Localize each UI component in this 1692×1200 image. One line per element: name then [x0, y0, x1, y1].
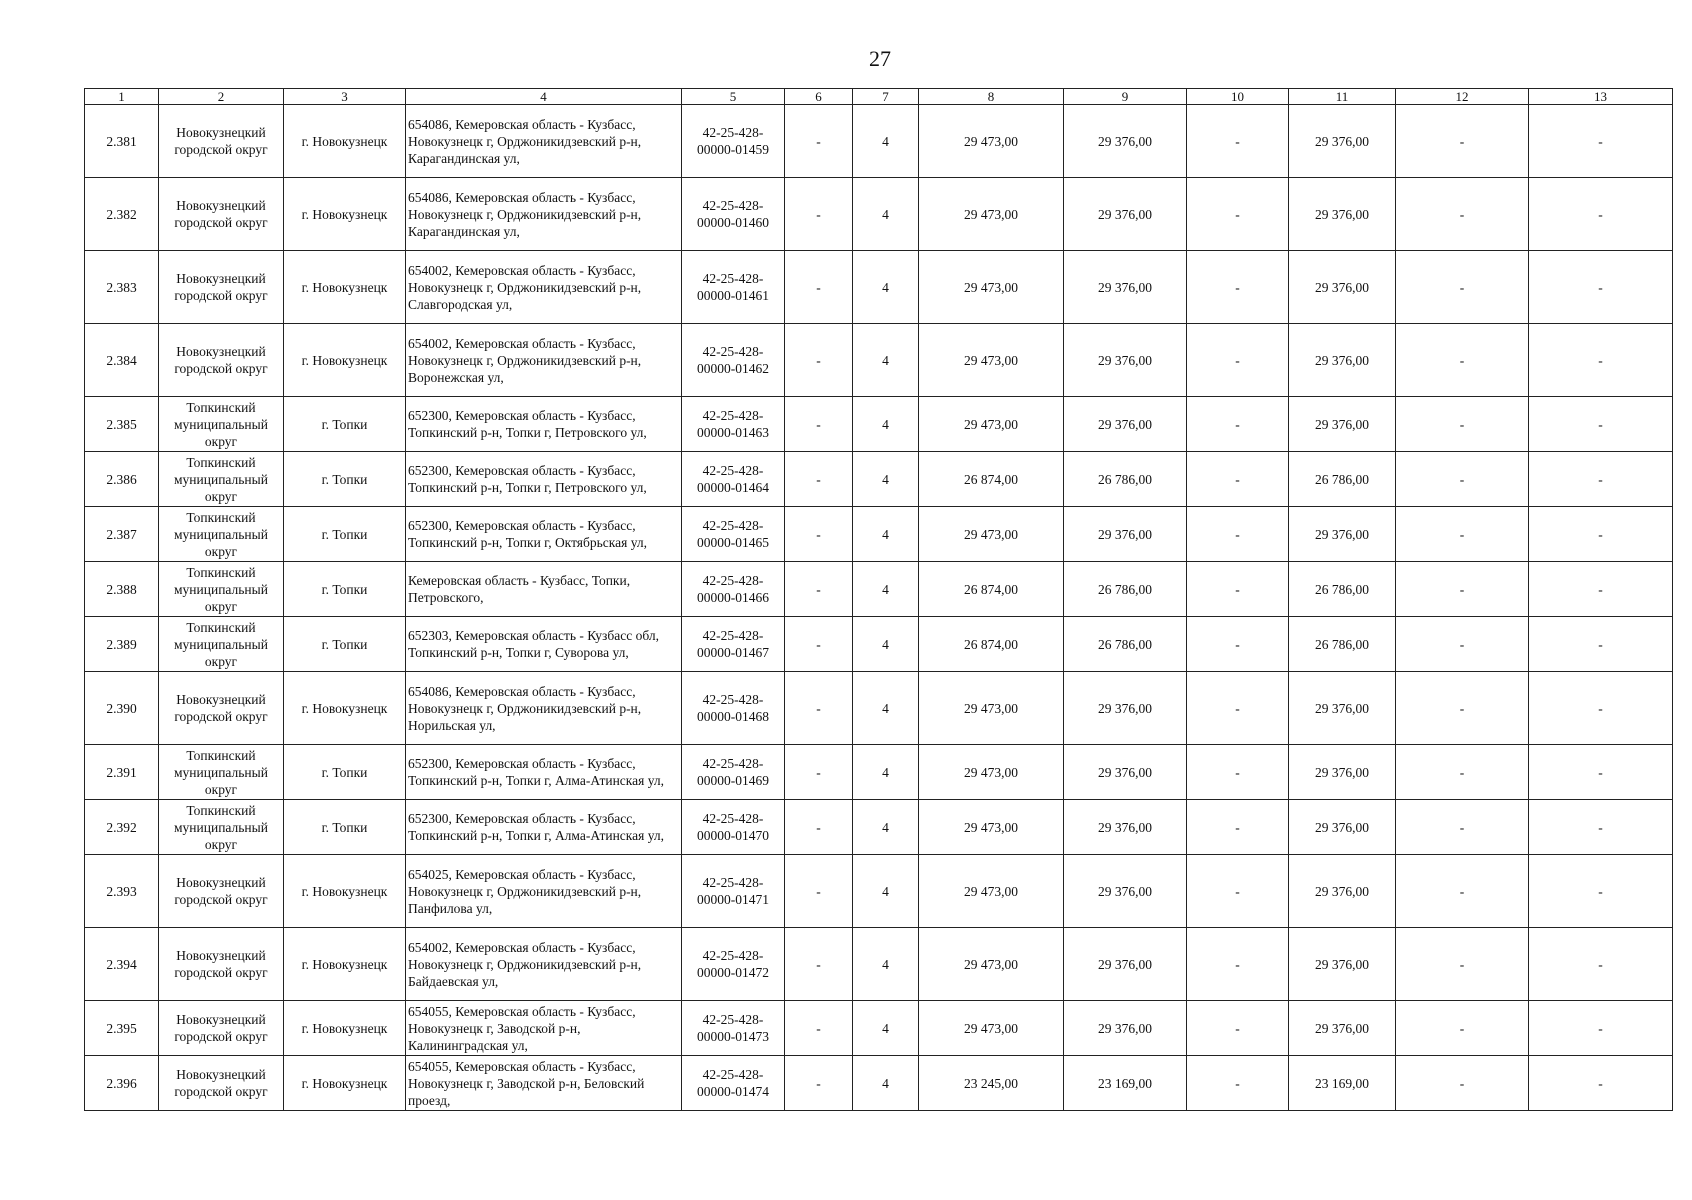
- col9-cell: 29 376,00: [1064, 672, 1187, 745]
- col8-cell: 29 473,00: [919, 1001, 1064, 1056]
- col9-cell: 23 169,00: [1064, 1056, 1187, 1111]
- address-cell: 654055, Кемеровская область - Кузбасс, Новокузнецк г, Заводской р-н, Беловский проезд,: [406, 1056, 682, 1111]
- col11-cell: 29 376,00: [1289, 507, 1396, 562]
- table-row: [85, 1056, 1673, 1111]
- col8-cell: 29 473,00: [919, 397, 1064, 452]
- row-number: 2.395: [85, 1001, 159, 1056]
- col6-cell: -: [785, 507, 853, 562]
- col10-cell: -: [1187, 800, 1289, 855]
- address-cell: 654086, Кемеровская область - Кузбасс, Новокузнецк г, Орджоникидзевский р-н, Карагандинская ул,: [406, 105, 682, 178]
- col6-cell: -: [785, 178, 853, 251]
- district-cell: Топкинский муниципальный округ: [159, 562, 284, 617]
- col10-cell: -: [1187, 397, 1289, 452]
- table-row: [85, 324, 1673, 397]
- table-row: [85, 800, 1673, 855]
- page-number: 27: [869, 46, 891, 71]
- table-row: [85, 745, 1673, 800]
- col9-cell: 29 376,00: [1064, 928, 1187, 1001]
- locality-cell: г. Топки: [284, 397, 406, 452]
- code-cell: 42-25-428-00000-01472: [682, 928, 785, 1001]
- col12-cell: -: [1396, 672, 1529, 745]
- column-header-13: 13: [1529, 89, 1673, 105]
- col6-cell: -: [785, 397, 853, 452]
- col8-cell: 29 473,00: [919, 324, 1064, 397]
- row-number: 2.394: [85, 928, 159, 1001]
- col11-cell: 29 376,00: [1289, 324, 1396, 397]
- row-number: 2.385: [85, 397, 159, 452]
- column-header-3: 3: [284, 89, 406, 105]
- col12-cell: -: [1396, 617, 1529, 672]
- col7-cell: 4: [853, 324, 919, 397]
- locality-cell: г. Новокузнецк: [284, 324, 406, 397]
- code-cell: 42-25-428-00000-01468: [682, 672, 785, 745]
- column-header-10: 10: [1187, 89, 1289, 105]
- col10-cell: -: [1187, 105, 1289, 178]
- col6-cell: -: [785, 562, 853, 617]
- col11-cell: 29 376,00: [1289, 855, 1396, 928]
- col12-cell: -: [1396, 562, 1529, 617]
- col12-cell: -: [1396, 928, 1529, 1001]
- code-cell: 42-25-428-00000-01474: [682, 1056, 785, 1111]
- col13-cell: -: [1529, 178, 1673, 251]
- address-cell: 652300, Кемеровская область - Кузбасс, Топкинский р-н, Топки г, Октябрьская ул,: [406, 507, 682, 562]
- locality-cell: г. Новокузнецк: [284, 928, 406, 1001]
- col6-cell: -: [785, 1056, 853, 1111]
- address-cell: 652300, Кемеровская область - Кузбасс, Топкинский р-н, Топки г, Алма-Атинская ул,: [406, 745, 682, 800]
- col10-cell: -: [1187, 855, 1289, 928]
- col7-cell: 4: [853, 800, 919, 855]
- col6-cell: -: [785, 105, 853, 178]
- column-header-5: 5: [682, 89, 785, 105]
- col11-cell: 29 376,00: [1289, 928, 1396, 1001]
- code-cell: 42-25-428-00000-01464: [682, 452, 785, 507]
- col12-cell: -: [1396, 855, 1529, 928]
- table-row: [85, 507, 1673, 562]
- col13-cell: -: [1529, 562, 1673, 617]
- col10-cell: -: [1187, 251, 1289, 324]
- district-cell: Новокузнецкий городской округ: [159, 855, 284, 928]
- col11-cell: 26 786,00: [1289, 562, 1396, 617]
- col8-cell: 23 245,00: [919, 1056, 1064, 1111]
- header-row: [85, 89, 1673, 105]
- district-cell: Новокузнецкий городской округ: [159, 105, 284, 178]
- row-number: 2.392: [85, 800, 159, 855]
- col9-cell: 29 376,00: [1064, 800, 1187, 855]
- col10-cell: -: [1187, 1056, 1289, 1111]
- col10-cell: -: [1187, 178, 1289, 251]
- col7-cell: 4: [853, 178, 919, 251]
- row-number: 2.383: [85, 251, 159, 324]
- table-row: [85, 855, 1673, 928]
- column-header-4: 4: [406, 89, 682, 105]
- address-cell: 654002, Кемеровская область - Кузбасс, Новокузнецк г, Орджоникидзевский р-н, Байдаевская ул,: [406, 928, 682, 1001]
- col8-cell: 29 473,00: [919, 672, 1064, 745]
- col9-cell: 29 376,00: [1064, 1001, 1187, 1056]
- col6-cell: -: [785, 928, 853, 1001]
- col13-cell: -: [1529, 800, 1673, 855]
- district-cell: Топкинский муниципальный округ: [159, 617, 284, 672]
- row-number: 2.389: [85, 617, 159, 672]
- code-cell: 42-25-428-00000-01462: [682, 324, 785, 397]
- col12-cell: -: [1396, 452, 1529, 507]
- address-cell: 654086, Кемеровская область - Кузбасс, Новокузнецк г, Орджоникидзевский р-н, Норильская ул,: [406, 672, 682, 745]
- col9-cell: 26 786,00: [1064, 617, 1187, 672]
- col10-cell: -: [1187, 562, 1289, 617]
- col6-cell: -: [785, 800, 853, 855]
- col12-cell: -: [1396, 105, 1529, 178]
- col7-cell: 4: [853, 1056, 919, 1111]
- table-row: [85, 672, 1673, 745]
- col10-cell: -: [1187, 1001, 1289, 1056]
- row-number: 2.384: [85, 324, 159, 397]
- locality-cell: г. Топки: [284, 562, 406, 617]
- col10-cell: -: [1187, 617, 1289, 672]
- col10-cell: -: [1187, 672, 1289, 745]
- col7-cell: 4: [853, 672, 919, 745]
- col9-cell: 29 376,00: [1064, 397, 1187, 452]
- col6-cell: -: [785, 1001, 853, 1056]
- code-cell: 42-25-428-00000-01465: [682, 507, 785, 562]
- district-cell: Новокузнецкий городской округ: [159, 251, 284, 324]
- col13-cell: -: [1529, 507, 1673, 562]
- row-number: 2.393: [85, 855, 159, 928]
- table-row: [85, 1001, 1673, 1056]
- col13-cell: -: [1529, 928, 1673, 1001]
- col13-cell: -: [1529, 1001, 1673, 1056]
- district-cell: Новокузнецкий городской округ: [159, 324, 284, 397]
- col13-cell: -: [1529, 324, 1673, 397]
- address-cell: 654025, Кемеровская область - Кузбасс, Новокузнецк г, Орджоникидзевский р-н, Панфилова ул,: [406, 855, 682, 928]
- col6-cell: -: [785, 251, 853, 324]
- col7-cell: 4: [853, 452, 919, 507]
- col10-cell: -: [1187, 745, 1289, 800]
- col12-cell: -: [1396, 745, 1529, 800]
- locality-cell: г. Новокузнецк: [284, 178, 406, 251]
- col7-cell: 4: [853, 562, 919, 617]
- code-cell: 42-25-428-00000-01466: [682, 562, 785, 617]
- col9-cell: 29 376,00: [1064, 251, 1187, 324]
- col9-cell: 29 376,00: [1064, 855, 1187, 928]
- locality-cell: г. Топки: [284, 452, 406, 507]
- col8-cell: 26 874,00: [919, 452, 1064, 507]
- column-header-8: 8: [919, 89, 1064, 105]
- col7-cell: 4: [853, 397, 919, 452]
- col9-cell: 26 786,00: [1064, 452, 1187, 507]
- district-cell: Новокузнецкий городской округ: [159, 1056, 284, 1111]
- district-cell: Новокузнецкий городской округ: [159, 672, 284, 745]
- col11-cell: 26 786,00: [1289, 617, 1396, 672]
- col6-cell: -: [785, 324, 853, 397]
- col12-cell: -: [1396, 800, 1529, 855]
- col11-cell: 29 376,00: [1289, 1001, 1396, 1056]
- col8-cell: 29 473,00: [919, 178, 1064, 251]
- col10-cell: -: [1187, 928, 1289, 1001]
- row-number: 2.390: [85, 672, 159, 745]
- row-number: 2.386: [85, 452, 159, 507]
- col8-cell: 29 473,00: [919, 800, 1064, 855]
- code-cell: 42-25-428-00000-01471: [682, 855, 785, 928]
- row-number: 2.381: [85, 105, 159, 178]
- col8-cell: 29 473,00: [919, 105, 1064, 178]
- column-header-9: 9: [1064, 89, 1187, 105]
- district-cell: Топкинский муниципальный округ: [159, 397, 284, 452]
- registry-table: [84, 88, 1673, 1111]
- col9-cell: 29 376,00: [1064, 324, 1187, 397]
- col8-cell: 29 473,00: [919, 745, 1064, 800]
- code-cell: 42-25-428-00000-01473: [682, 1001, 785, 1056]
- col12-cell: -: [1396, 397, 1529, 452]
- column-header-11: 11: [1289, 89, 1396, 105]
- col11-cell: 29 376,00: [1289, 800, 1396, 855]
- column-header-6: 6: [785, 89, 853, 105]
- table-row: [85, 105, 1673, 178]
- row-number: 2.387: [85, 507, 159, 562]
- col7-cell: 4: [853, 745, 919, 800]
- table-row: [85, 251, 1673, 324]
- col9-cell: 29 376,00: [1064, 105, 1187, 178]
- code-cell: 42-25-428-00000-01467: [682, 617, 785, 672]
- col11-cell: 29 376,00: [1289, 745, 1396, 800]
- locality-cell: г. Новокузнецк: [284, 251, 406, 324]
- address-cell: 652300, Кемеровская область - Кузбасс, Топкинский р-н, Топки г, Алма-Атинская ул,: [406, 800, 682, 855]
- code-cell: 42-25-428-00000-01459: [682, 105, 785, 178]
- col6-cell: -: [785, 672, 853, 745]
- col12-cell: -: [1396, 251, 1529, 324]
- column-header-1: 1: [85, 89, 159, 105]
- address-cell: 652300, Кемеровская область - Кузбасс, Топкинский р-н, Топки г, Петровского ул,: [406, 452, 682, 507]
- col12-cell: -: [1396, 1056, 1529, 1111]
- code-cell: 42-25-428-00000-01461: [682, 251, 785, 324]
- col9-cell: 29 376,00: [1064, 745, 1187, 800]
- col13-cell: -: [1529, 251, 1673, 324]
- col10-cell: -: [1187, 324, 1289, 397]
- row-number: 2.382: [85, 178, 159, 251]
- address-cell: 654055, Кемеровская область - Кузбасс, Новокузнецк г, Заводской р-н, Калининградская ул,: [406, 1001, 682, 1056]
- table-row: [85, 452, 1673, 507]
- table-row: [85, 397, 1673, 452]
- locality-cell: г. Новокузнецк: [284, 1056, 406, 1111]
- code-cell: 42-25-428-00000-01463: [682, 397, 785, 452]
- locality-cell: г. Топки: [284, 507, 406, 562]
- table-row: [85, 928, 1673, 1001]
- col6-cell: -: [785, 855, 853, 928]
- col13-cell: -: [1529, 617, 1673, 672]
- address-cell: 652300, Кемеровская область - Кузбасс, Топкинский р-н, Топки г, Петровского ул,: [406, 397, 682, 452]
- col8-cell: 26 874,00: [919, 617, 1064, 672]
- col7-cell: 4: [853, 507, 919, 562]
- col11-cell: 29 376,00: [1289, 251, 1396, 324]
- locality-cell: г. Топки: [284, 800, 406, 855]
- col13-cell: -: [1529, 745, 1673, 800]
- column-header-2: 2: [159, 89, 284, 105]
- col6-cell: -: [785, 617, 853, 672]
- col13-cell: -: [1529, 452, 1673, 507]
- code-cell: 42-25-428-00000-01470: [682, 800, 785, 855]
- locality-cell: г. Новокузнецк: [284, 672, 406, 745]
- code-cell: 42-25-428-00000-01460: [682, 178, 785, 251]
- col7-cell: 4: [853, 855, 919, 928]
- col12-cell: -: [1396, 324, 1529, 397]
- district-cell: Топкинский муниципальный округ: [159, 507, 284, 562]
- district-cell: Новокузнецкий городской округ: [159, 1001, 284, 1056]
- district-cell: Топкинский муниципальный округ: [159, 452, 284, 507]
- col10-cell: -: [1187, 507, 1289, 562]
- col8-cell: 29 473,00: [919, 855, 1064, 928]
- col8-cell: 29 473,00: [919, 928, 1064, 1001]
- col6-cell: -: [785, 745, 853, 800]
- col13-cell: -: [1529, 855, 1673, 928]
- address-cell: 654002, Кемеровская область - Кузбасс, Новокузнецк г, Орджоникидзевский р-н, Славгородская ул,: [406, 251, 682, 324]
- col8-cell: 29 473,00: [919, 251, 1064, 324]
- district-cell: Топкинский муниципальный округ: [159, 800, 284, 855]
- row-number: 2.396: [85, 1056, 159, 1111]
- col6-cell: -: [785, 452, 853, 507]
- address-cell: 654002, Кемеровская область - Кузбасс, Новокузнецк г, Орджоникидзевский р-н, Воронежская ул,: [406, 324, 682, 397]
- col7-cell: 4: [853, 251, 919, 324]
- column-header-7: 7: [853, 89, 919, 105]
- locality-cell: г. Новокузнецк: [284, 105, 406, 178]
- col11-cell: 29 376,00: [1289, 672, 1396, 745]
- col9-cell: 29 376,00: [1064, 178, 1187, 251]
- address-cell: Кемеровская область - Кузбасс, Топки, Петровского,: [406, 562, 682, 617]
- row-number: 2.388: [85, 562, 159, 617]
- column-header-12: 12: [1396, 89, 1529, 105]
- table-row: [85, 617, 1673, 672]
- code-cell: 42-25-428-00000-01469: [682, 745, 785, 800]
- col8-cell: 26 874,00: [919, 562, 1064, 617]
- col7-cell: 4: [853, 1001, 919, 1056]
- district-cell: Новокузнецкий городской округ: [159, 928, 284, 1001]
- col12-cell: -: [1396, 507, 1529, 562]
- col11-cell: 26 786,00: [1289, 452, 1396, 507]
- row-number: 2.391: [85, 745, 159, 800]
- col11-cell: 29 376,00: [1289, 397, 1396, 452]
- col7-cell: 4: [853, 928, 919, 1001]
- col12-cell: -: [1396, 178, 1529, 251]
- locality-cell: г. Топки: [284, 745, 406, 800]
- col11-cell: 29 376,00: [1289, 178, 1396, 251]
- col13-cell: -: [1529, 397, 1673, 452]
- col7-cell: 4: [853, 105, 919, 178]
- table-row: [85, 562, 1673, 617]
- table-row: [85, 178, 1673, 251]
- col11-cell: 23 169,00: [1289, 1056, 1396, 1111]
- col9-cell: 26 786,00: [1064, 562, 1187, 617]
- col10-cell: -: [1187, 452, 1289, 507]
- locality-cell: г. Новокузнецк: [284, 1001, 406, 1056]
- locality-cell: г. Топки: [284, 617, 406, 672]
- address-cell: 652303, Кемеровская область - Кузбасс обл, Топкинский р-н, Топки г, Суворова ул,: [406, 617, 682, 672]
- col13-cell: -: [1529, 105, 1673, 178]
- col13-cell: -: [1529, 672, 1673, 745]
- col12-cell: -: [1396, 1001, 1529, 1056]
- col13-cell: -: [1529, 1056, 1673, 1111]
- district-cell: Новокузнецкий городской округ: [159, 178, 284, 251]
- locality-cell: г. Новокузнецк: [284, 855, 406, 928]
- col11-cell: 29 376,00: [1289, 105, 1396, 178]
- col9-cell: 29 376,00: [1064, 507, 1187, 562]
- col8-cell: 29 473,00: [919, 507, 1064, 562]
- district-cell: Топкинский муниципальный округ: [159, 745, 284, 800]
- address-cell: 654086, Кемеровская область - Кузбасс, Новокузнецк г, Орджоникидзевский р-н, Карагандинская ул,: [406, 178, 682, 251]
- col7-cell: 4: [853, 617, 919, 672]
